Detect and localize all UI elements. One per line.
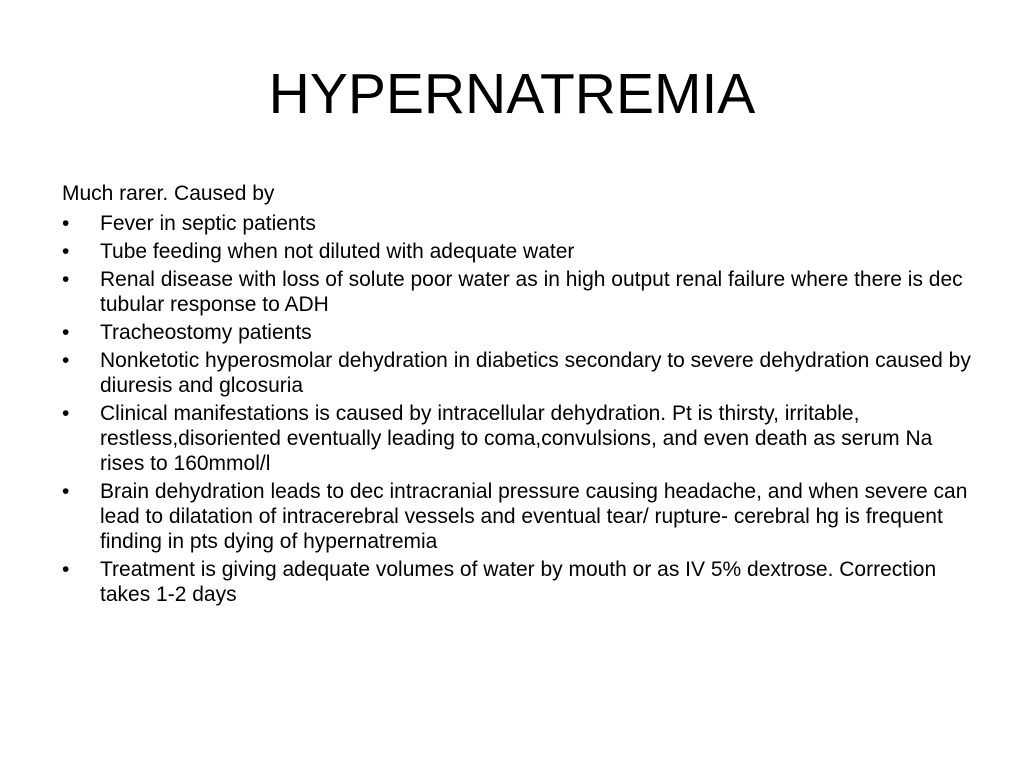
bullet-text: Fever in septic patients (100, 212, 316, 235)
slide-title: HYPERNATREMIA (268, 62, 756, 126)
bullet-item (62, 267, 972, 317)
bullet-item (62, 401, 972, 476)
bullet-dot: • (62, 212, 70, 235)
bullet-list (62, 211, 972, 607)
bullet-item (62, 239, 972, 264)
intro-text: Much rarer. Caused by (62, 182, 275, 205)
bullet-text: Nonketotic hyperosmolar dehydration in diabetics secondary to severe dehydration caused by diuresis and glcosuria (100, 349, 971, 397)
bullet-item (62, 557, 972, 607)
bullet-text: Brain dehydration leads to dec intracranial pressure causing headache, and when severe can lead to dilatation of intracerebral vessels and eventual tear/ rupture- cerebral hg is frequent finding in pts dying of hypernatremia (100, 480, 968, 553)
bullet-text: Tracheostomy patients (100, 321, 312, 344)
bullet-text: Tube feeding when not diluted with adequate water (100, 240, 575, 263)
bullet-dot: • (62, 558, 70, 581)
bullet-item (62, 479, 972, 554)
bullet-text: Clinical manifestations is caused by intracellular dehydration. Pt is thirsty, irritable, restless,disoriented eventually leading to coma,convulsions, and even death as serum Na rises to 160mmol/l (100, 402, 933, 475)
bullet-text: Treatment is giving adequate volumes of water by mouth or as IV 5% dextrose. Correction takes 1-2 days (100, 558, 937, 606)
bullet-dot: • (62, 480, 70, 503)
slide-content (62, 181, 972, 610)
bullet-item (62, 348, 972, 398)
bullet-item (62, 211, 972, 236)
bullet-text: Renal disease with loss of solute poor water as in high output renal failure where there is dec tubular response to ADH (100, 268, 963, 316)
bullet-dot: • (62, 402, 70, 425)
bullet-dot: • (62, 321, 70, 344)
bullet-dot: • (62, 349, 70, 372)
bullet-item (62, 320, 972, 345)
bullet-dot: • (62, 268, 70, 291)
bullet-dot: • (62, 240, 70, 263)
